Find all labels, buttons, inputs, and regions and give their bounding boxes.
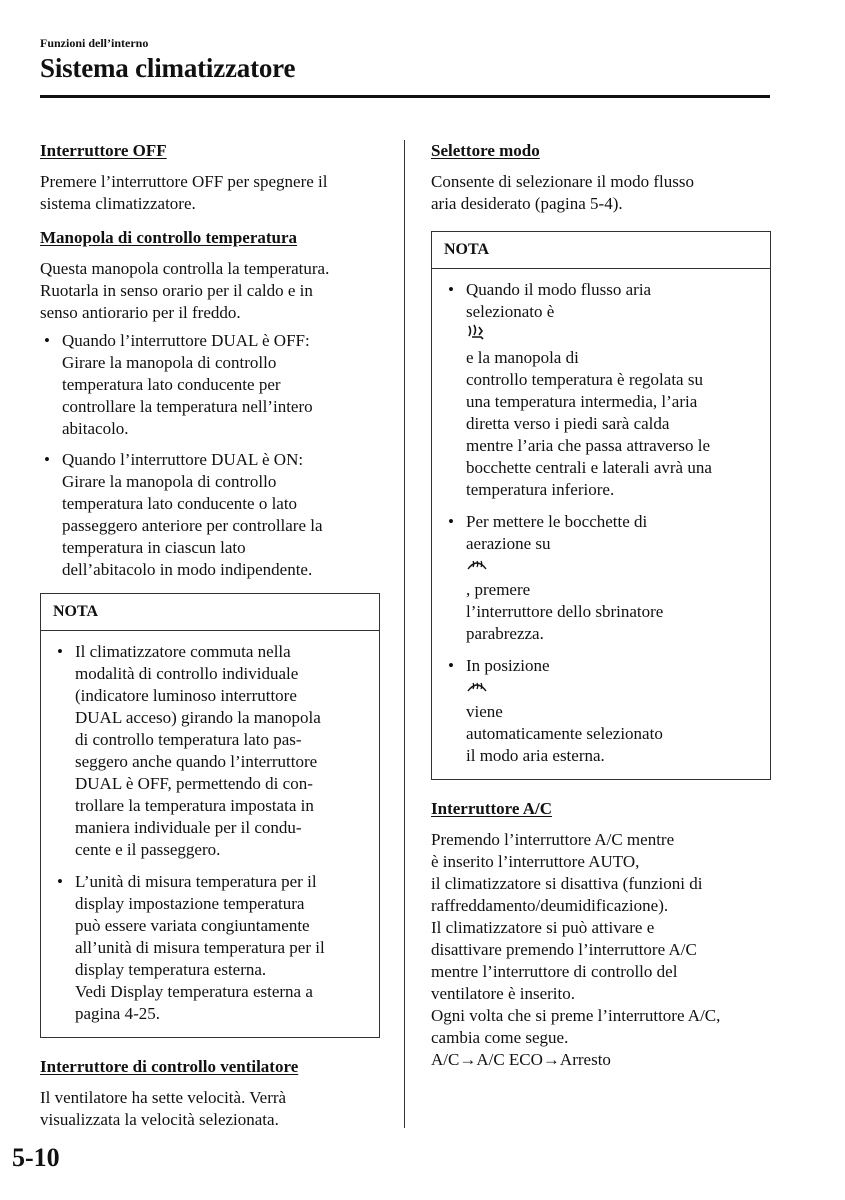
text-fragment: aerazione su — [466, 534, 551, 553]
text-fragment: e la manopola di — [466, 348, 579, 367]
text-line: può essere variata congiuntamente — [75, 916, 310, 935]
text-line: trollare la temperatura impostata in — [75, 796, 314, 815]
right-column — [431, 140, 771, 1077]
text-line: all’unità di misura temperatura per il — [75, 938, 325, 957]
text-line: il modo aria esterna. — [466, 746, 605, 765]
text-line: A/C→A/C ECO→Arresto — [431, 1050, 611, 1069]
note-box-left — [40, 593, 380, 1038]
text-line: DUAL acceso) girando la manopola — [75, 708, 321, 727]
title-rule — [40, 95, 770, 98]
foot-defrost-mode-icon — [466, 323, 760, 347]
text-line: aria desiderato (pagina 5-4). — [431, 194, 623, 213]
column-divider — [404, 140, 405, 1128]
fan-switch-heading: Interruttore di controllo ventilatore — [40, 1057, 299, 1076]
list-item — [53, 641, 369, 861]
text-line: senso antiorario per il freddo. — [40, 303, 241, 322]
text-line — [466, 533, 760, 601]
text-line: seggero anche quando l’interruttore — [75, 752, 318, 771]
ac-switch-text — [431, 829, 771, 1071]
text-line: abitacolo. — [62, 419, 129, 438]
note-body — [41, 631, 379, 1037]
text-line: Consente di selezionare il modo flusso — [431, 172, 694, 191]
note-bullets — [444, 279, 760, 767]
text-line: Il ventilatore ha sette velocità. Verrà — [40, 1088, 287, 1107]
text-line: raffreddamento/deumidificazione). — [431, 896, 669, 915]
text-line: • Quando il modo flusso aria — [466, 280, 652, 299]
temperature-knob-text — [40, 258, 380, 324]
text-line: Vedi Display temperatura esterna a — [75, 982, 313, 1001]
note-body — [432, 269, 770, 779]
text-line: modalità di controllo individuale — [75, 664, 299, 683]
text-fragment: , premere — [466, 580, 531, 599]
text-line: controllo temperatura è regolata su — [466, 370, 703, 389]
list-item — [444, 279, 760, 501]
text-line: cambia come segue. — [431, 1028, 569, 1047]
text-fragment: viene — [466, 702, 503, 721]
text-line: (indicatore luminoso interruttore — [75, 686, 297, 705]
text-line: Premere l’interruttore OFF per spegnere il — [40, 172, 328, 191]
section-label: Funzioni dell’interno — [40, 36, 149, 50]
text-line: Il climatizzatore si può attivare e — [431, 918, 655, 937]
text-line: maniera individuale per il condu- — [75, 818, 302, 837]
windshield-defrost-icon — [466, 555, 760, 579]
ac-switch-heading: Interruttore A/C — [431, 799, 553, 818]
text-line: mentre l’aria che passa attraverso le — [466, 436, 711, 455]
mode-selector-heading: Selettore modo — [431, 141, 540, 160]
text-line: pagina 4-25. — [75, 1004, 160, 1023]
off-switch-heading: Interruttore OFF — [40, 141, 167, 160]
text-line: temperatura inferiore. — [466, 480, 615, 499]
off-switch-text — [40, 171, 380, 215]
note-title: NOTA — [432, 232, 770, 269]
text-line: bocchette centrali e laterali avrà una — [466, 458, 712, 477]
text-line: automaticamente selezionato — [466, 724, 663, 743]
windshield-defrost-icon — [466, 677, 760, 701]
note-bullets — [53, 641, 369, 1025]
text-line — [466, 301, 760, 369]
text-line: • Il climatizzatore commuta nella — [75, 642, 291, 661]
text-line: visualizzata la velocità selezionata. — [40, 1110, 279, 1129]
mode-selector-text — [431, 171, 771, 215]
text-line: temperatura lato conducente o lato — [62, 494, 298, 513]
list-item — [40, 449, 380, 581]
temperature-bullets — [40, 330, 380, 581]
text-line: disattivare premendo l’interruttore A/C — [431, 940, 697, 959]
text-line: display impostazione temperatura — [75, 894, 305, 913]
text-line: temperatura lato conducente per — [62, 375, 281, 394]
text-line: Girare la manopola di controllo — [62, 353, 277, 372]
text-line: • Quando l’interruttore DUAL è OFF: — [62, 331, 310, 350]
list-item — [444, 655, 760, 767]
text-fragment: selezionato è — [466, 302, 555, 321]
text-line: diretta verso i piedi sarà calda — [466, 414, 670, 433]
list-item — [53, 871, 369, 1025]
text-line: cente e il passeggero. — [75, 840, 221, 859]
text-line: sistema climatizzatore. — [40, 194, 196, 213]
page-title: Sistema climatizzatore — [40, 53, 296, 83]
text-line: l’interruttore dello sbrinatore — [466, 602, 664, 621]
note-box-right — [431, 231, 771, 780]
text-line: Ogni volta che si preme l’interruttore A/C, — [431, 1006, 721, 1025]
temperature-knob-heading: Manopola di controllo temperatura — [40, 228, 298, 247]
text-line: Girare la manopola di controllo — [62, 472, 277, 491]
text-fragment: In posizione — [466, 656, 550, 675]
fan-switch-text — [40, 1087, 380, 1131]
left-column — [40, 140, 380, 1137]
text-line: una temperatura intermedia, l’aria — [466, 392, 698, 411]
list-item — [40, 330, 380, 440]
text-line: mentre l’interruttore di controllo del — [431, 962, 678, 981]
text-line: controllare la temperatura nell’intero — [62, 397, 313, 416]
page-number: 5-10 — [12, 1143, 60, 1172]
text-line: il climatizzatore si disattiva (funzioni di — [431, 874, 703, 893]
text-line: • Per mettere le bocchette di — [466, 512, 648, 531]
text-line: Ruotarla in senso orario per il caldo e in — [40, 281, 313, 300]
text-line — [466, 655, 760, 723]
text-line: • L’unità di misura temperatura per il — [75, 872, 317, 891]
text-line: di controllo temperatura lato pas- — [75, 730, 302, 749]
text-line: • Quando l’interruttore DUAL è ON: — [62, 450, 304, 469]
note-title: NOTA — [41, 594, 379, 631]
text-line: parabrezza. — [466, 624, 544, 643]
text-line: passeggero anteriore per controllare la — [62, 516, 323, 535]
text-line: temperatura in ciascun lato — [62, 538, 246, 557]
text-line: Questa manopola controlla la temperatura. — [40, 259, 330, 278]
text-line: DUAL è OFF, permettendo di con- — [75, 774, 313, 793]
text-line: Premendo l’interruttore A/C mentre — [431, 830, 675, 849]
list-item — [444, 511, 760, 645]
text-line: dell’abitacolo in modo indipendente. — [62, 560, 313, 579]
text-line: display temperatura esterna. — [75, 960, 267, 979]
text-line: ventilatore è inserito. — [431, 984, 575, 1003]
text-line: è inserito l’interruttore AUTO, — [431, 852, 640, 871]
